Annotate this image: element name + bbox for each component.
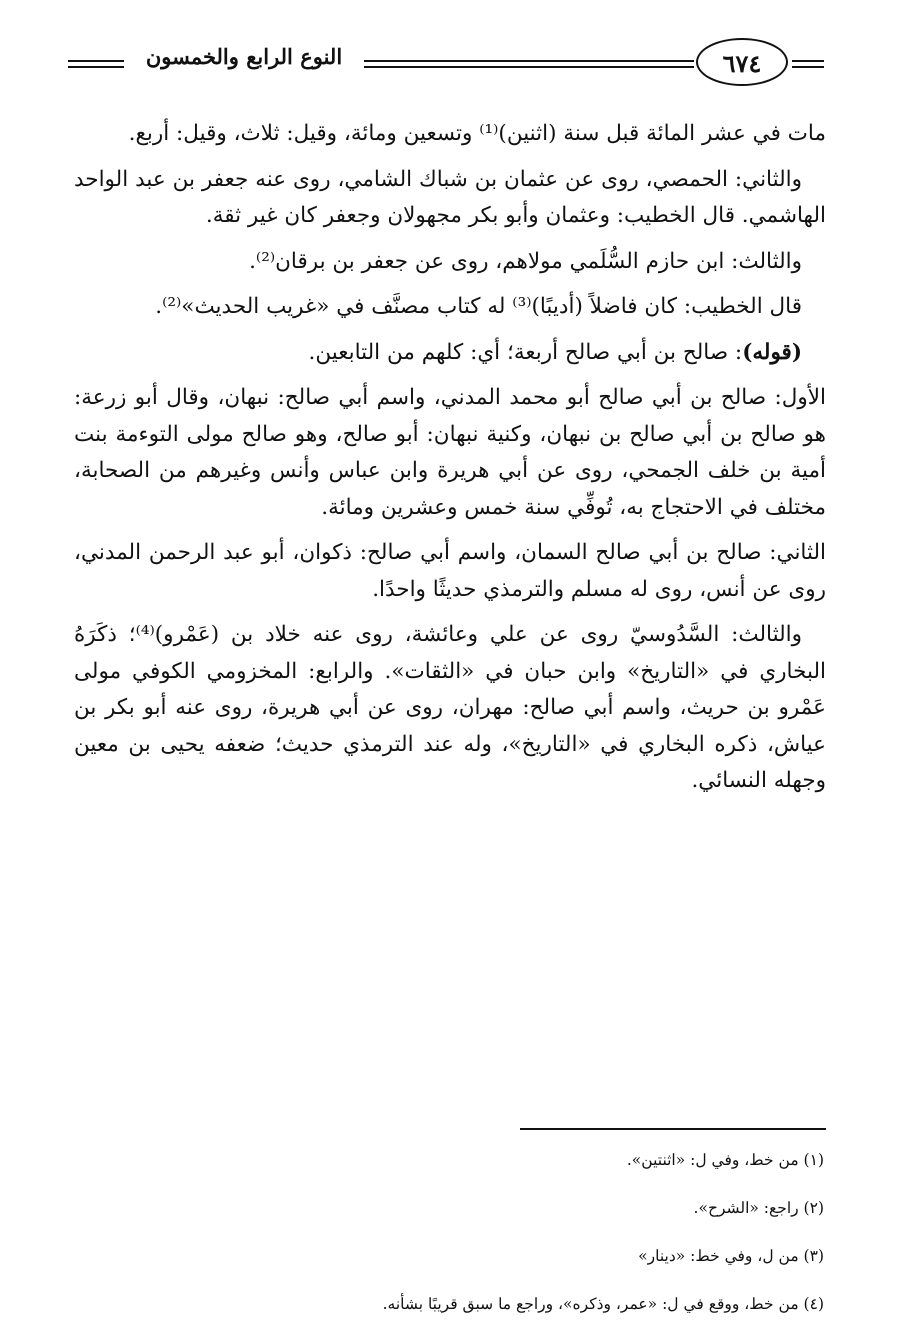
header-rule-right — [792, 60, 824, 62]
paragraph: الثاني: صالح بن أبي صالح السمان، واسم أبي صالح: ذكوان، أبو عبد الرحمن المدني، روى عن أنس، روى له مسلم والترمذي حديثًا واحدًا. — [74, 540, 826, 602]
header-rule-left — [68, 60, 124, 62]
footnotes — [74, 1146, 824, 1338]
paragraph: مات في عشر المائة قبل سنة (اثنين)⁽¹⁾ وتسعين ومائة، وقيل: ثلاث، وقيل: أربع. — [128, 121, 826, 146]
header-rule-middle — [364, 60, 694, 62]
footnote: (١) من خط، وفي ل: «اثنتين». — [626, 1151, 824, 1169]
footnote: (٤) من خط، ووقع في ل: «عمر، وذكره»، وراجع ما سبق قريبًا بشأنه. — [382, 1295, 824, 1313]
main-text — [74, 116, 826, 809]
paragraph: الأول: صالح بن أبي صالح أبو محمد المدني، واسم أبي صالح: نبهان، وقال أبو زرعة: هو صالح بن أبي صالح بن نبهان، وكنية نبهان: أبو صالح، وهو صالح مولى التوءمة بنت أمية بن خلف الجمحي، روى عن أبي هريرة وابن عباس وأنس وغيرهم من الصحابة، مختلف في الاحتجاج به، تُوفِّي سنة خمس وعشرين ومائة. — [74, 385, 826, 520]
page-header — [68, 32, 824, 94]
footnote: (٢) راجع: «الشرح». — [693, 1199, 824, 1217]
header-rule-right-lower — [792, 66, 824, 68]
lemma-text: : صالح بن أبي صالح أربعة؛ أي: كلهم من التابعين. — [308, 339, 743, 365]
paragraph: والثالث: ابن حازم السُّلَمي مولاهم، روى عن جعفر بن برقان⁽²⁾. — [249, 248, 802, 274]
paragraph: والثالث: السَّدُوسيّ روى عن علي وعائشة، روى عنه خلاد بن (عَمْرو)⁽⁴⁾؛ ذكَرَهُ البخاري في «التاريخ» وابن حبان في «الثقات». والرابع: المخزومي الكوفي مولى عَمْرو بن حريث، واسم أبي صالح: مهران، روى عن أبي هريرة، روى عنه أبو بكر بن عياش، ذكره البخاري في «التاريخ»، وله عند الترمذي حديث؛ ضعفه يحيى بن معين وجهله النسائي. — [74, 622, 826, 793]
running-title: النوع الرابع والخمسون — [145, 44, 343, 69]
header-rule-middle-lower — [364, 66, 694, 68]
commentary-lemma-paragraph — [74, 335, 826, 372]
paragraph: والثاني: الحمصي، روى عن عثمان بن شباك الشامي، روى عنه جعفر بن عبد الواحد الهاشمي. قال الخطيب: وعثمان وأبو بكر مجهولان وجعفر كان غير ثقة. — [74, 166, 826, 228]
footnote: (٣) من ل، وفي خط: «دينار» — [638, 1247, 824, 1265]
footnote-separator — [520, 1128, 826, 1130]
lemma-marker: (قوله) — [742, 339, 802, 365]
page-number: ٦٧٤ — [696, 38, 788, 86]
header-rule-left-lower — [68, 66, 124, 68]
paragraph: قال الخطيب: كان فاضلاً (أديبًا)⁽³⁾ له كتاب مصنَّف في «غريب الحديث»⁽²⁾. — [155, 294, 802, 319]
